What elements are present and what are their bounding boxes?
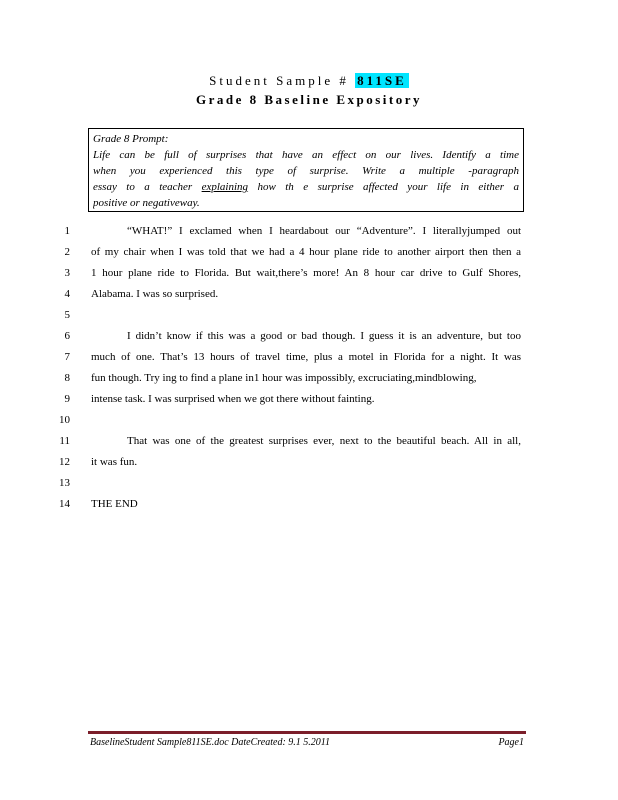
line-text: THE END bbox=[91, 498, 138, 510]
line-number: 7 bbox=[64, 351, 70, 363]
line-text: 1 hour plane ride to Florida. But wait,there’s more! An 8 hour car drive to Gulf Shores, bbox=[91, 267, 521, 279]
essay-line bbox=[0, 246, 618, 267]
line-text: much of one. That’s 13 hours of travel time, plus a motel in Florida for a night. It was bbox=[91, 351, 521, 363]
prompt-line bbox=[93, 179, 519, 195]
line-number: 13 bbox=[59, 477, 70, 489]
line-number: 10 bbox=[59, 414, 70, 426]
line-number: 11 bbox=[59, 435, 70, 447]
line-number: 1 bbox=[64, 225, 70, 237]
line-number: 12 bbox=[59, 456, 70, 468]
line-text: That was one of the greatest surprises ever, next to the beautiful beach. All in all, bbox=[127, 435, 521, 447]
essay-line bbox=[0, 288, 618, 309]
prompt-line: positive or negativeway. bbox=[93, 197, 200, 209]
line-text: intense task. I was surprised when we got there without fainting. bbox=[91, 393, 375, 405]
essay-line bbox=[0, 330, 618, 351]
line-text: fun though. Try ing to find a plane in1 hour was impossibly, excruciating,mindblowing, bbox=[91, 372, 477, 384]
title-prefix: Student Sample # bbox=[209, 73, 356, 88]
line-text: it was fun. bbox=[91, 456, 138, 468]
essay-line bbox=[0, 456, 618, 477]
line-text: of my chair when I was told that we had a 4 hour plane ride to another airport then then a bbox=[91, 246, 521, 258]
page-title bbox=[0, 73, 618, 89]
prompt-line-end: how th e surprise affected your life in either a bbox=[248, 181, 519, 193]
line-text: I didn’t know if this was a good or bad though. I guess it is an adventure, but too bbox=[127, 330, 521, 342]
page-subtitle: Grade 8 Baseline Expository bbox=[195, 92, 423, 107]
line-number: 4 bbox=[64, 288, 70, 300]
prompt-box bbox=[88, 128, 524, 212]
line-text: “WHAT!” I exclamed when I heardabout our “Adventure”. I literallyjumped out bbox=[127, 225, 521, 237]
essay-line bbox=[0, 414, 618, 435]
line-text: Alabama. I was so surprised. bbox=[91, 288, 219, 300]
line-number: 14 bbox=[59, 498, 70, 510]
prompt-line-start: essay to a teacher bbox=[93, 181, 202, 193]
footer-rule bbox=[88, 731, 526, 734]
line-number: 6 bbox=[64, 330, 70, 342]
essay-line bbox=[0, 225, 618, 246]
line-number: 3 bbox=[64, 267, 70, 279]
prompt-line: when you experienced this type of surprise. Write a multiple -paragraph bbox=[93, 165, 519, 177]
prompt-underlined-word: explaining bbox=[201, 181, 249, 193]
sample-id-highlight: 811SE bbox=[357, 73, 407, 88]
essay-line bbox=[0, 477, 618, 498]
prompt-line: Life can be full of surprises that have an effect on our lives. Identify a time bbox=[93, 149, 519, 161]
essay-line bbox=[0, 393, 618, 414]
line-number: 2 bbox=[64, 246, 70, 258]
line-number: 5 bbox=[64, 309, 70, 321]
line-number: 8 bbox=[64, 372, 70, 384]
essay-line bbox=[0, 435, 618, 456]
footer-filename: BaselineStudent Sample811SE.doc DateCreated: 9.1 5.2011 bbox=[90, 737, 331, 748]
line-number: 9 bbox=[64, 393, 70, 405]
essay-line bbox=[0, 309, 618, 330]
prompt-heading: Grade 8 Prompt: bbox=[93, 133, 169, 145]
essay-line bbox=[0, 351, 618, 372]
footer-page-number: Page1 bbox=[498, 737, 524, 748]
essay-line bbox=[0, 372, 618, 393]
essay-line bbox=[0, 498, 618, 519]
essay-line bbox=[0, 267, 618, 288]
